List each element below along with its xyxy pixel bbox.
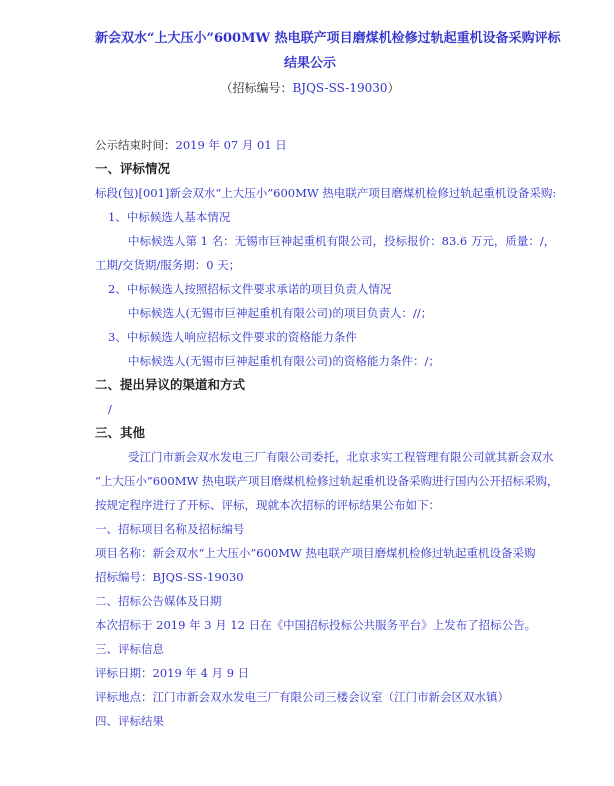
doc-text: 中标候选人(无锡市巨神起重机有限公司)的资格能力条件：/； — [128, 354, 440, 368]
bid-number-suffix: ） — [387, 81, 400, 95]
doc-text: 评标日期：2019 年 4 月 9 日 — [95, 666, 250, 680]
doc-text: 标段(包)[001]新会双水“上大压小”600MW 热电联产项目磨煤机检修过轨起重机设备采购: — [95, 186, 557, 200]
doc-text: 招标编号：BJQS-SS-19030 — [95, 570, 244, 584]
doc-text: 公示结束时间： — [95, 138, 176, 152]
doc-text: 按规定程序进行了开标、评标，现就本次招标的评标结果公布如下： — [95, 498, 440, 512]
doc-text: 三、评标信息 — [95, 642, 164, 656]
doc-line — [95, 301, 525, 325]
doc-line — [95, 445, 554, 469]
document-content — [95, 26, 561, 733]
doc-text: 3、中标候选人响应招标文件要求的资格能力条件 — [108, 330, 357, 344]
bid-number-prefix: （招标编号： — [220, 81, 293, 95]
doc-line — [95, 133, 525, 157]
doc-text: 1、中标候选人基本情况 — [108, 210, 231, 224]
doc-text: “上大压小”600MW 热电联产项目磨煤机检修过轨起重机设备采购进行国内公开招标采购， — [95, 474, 559, 488]
doc-text: 本次招标于 2019 年 3 月 12 日在《中国招标投标公共服务平台》上发布了招标公告。 — [95, 618, 537, 632]
doc-line — [95, 685, 525, 709]
document-title-line2: 结果公示 — [283, 56, 336, 71]
doc-line — [95, 181, 557, 205]
doc-line — [95, 661, 525, 685]
doc-text: 一、招标项目名称及招标编号 — [95, 522, 245, 536]
doc-line — [95, 421, 525, 445]
doc-line — [95, 205, 525, 229]
doc-line — [95, 373, 525, 397]
doc-line — [95, 517, 525, 541]
document-title-line1: 新会双水“上大压小”600MW 热电联产项目磨煤机检修过轨起重机设备采购评标 — [95, 31, 561, 46]
doc-text: 2、中标候选人按照招标文件要求承诺的项目负责人情况 — [108, 282, 392, 296]
doc-text: 工期/交货期/服务期：0 天； — [95, 258, 241, 272]
doc-text: 受江门市新会双水发电三厂有限公司委托，北京求实工程管理有限公司就其新会双水 — [128, 450, 554, 464]
doc-line — [95, 157, 525, 181]
doc-text: 一、评标情况 — [95, 161, 171, 176]
doc-line — [95, 397, 525, 421]
doc-text: 2019 年 07 月 01 日 — [175, 138, 287, 152]
doc-text: 二、提出异议的渠道和方式 — [95, 377, 246, 392]
doc-line — [95, 709, 525, 733]
bid-number-line — [95, 76, 525, 101]
doc-line — [95, 229, 556, 253]
document-body — [95, 133, 559, 733]
doc-line — [95, 541, 536, 565]
doc-line — [95, 493, 525, 517]
doc-text: 项目名称：新会双水“上大压小”600MW 热电联产项目磨煤机检修过轨起重机设备采购 — [95, 546, 536, 560]
doc-text: 四、评标结果 — [95, 714, 164, 728]
doc-line — [95, 637, 525, 661]
doc-line — [95, 469, 559, 493]
doc-line — [95, 349, 525, 373]
doc-text: / — [108, 402, 112, 416]
doc-line — [95, 613, 537, 637]
doc-line — [95, 565, 525, 589]
bid-number-code: BJQS-SS-19030 — [292, 81, 388, 95]
doc-line — [95, 253, 525, 277]
doc-line — [95, 277, 525, 301]
doc-line — [95, 325, 525, 349]
doc-text: 三、其他 — [95, 425, 146, 440]
doc-text: 二、招标公告媒体及日期 — [95, 594, 222, 608]
doc-line — [95, 589, 525, 613]
doc-text: 中标候选人(无锡市巨神起重机有限公司)的项目负责人：//； — [128, 306, 433, 320]
doc-text: 中标候选人第 1 名：无锡市巨神起重机有限公司，投标报价：83.6 万元，质量：/， — [128, 234, 556, 248]
doc-text: 评标地点：江门市新会双水发电三厂有限公司三楼会议室（江门市新会区双水镇） — [95, 690, 509, 704]
